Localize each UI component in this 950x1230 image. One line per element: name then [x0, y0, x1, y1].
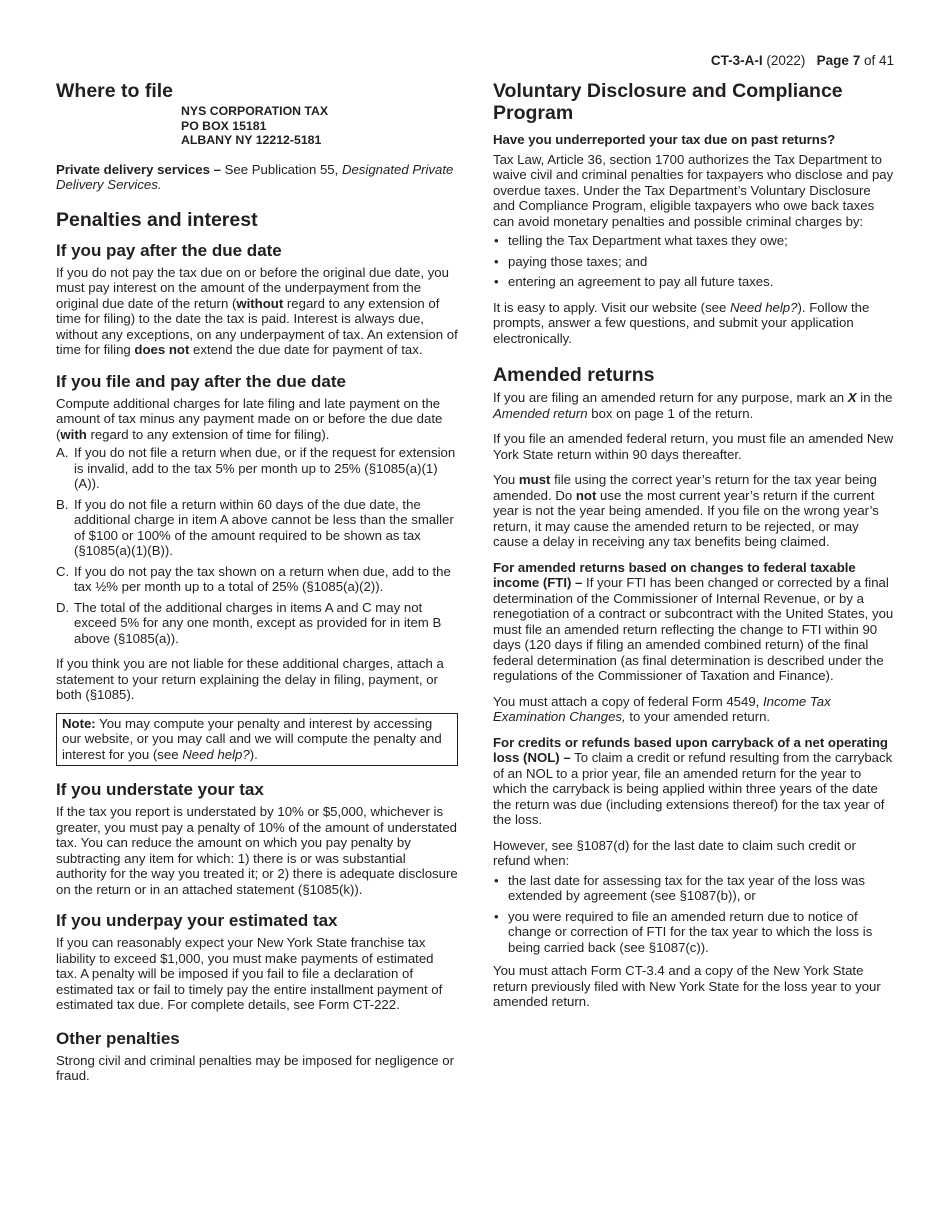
private-delivery-label: Private delivery services –	[56, 161, 221, 177]
text-run: To claim a credit or refund resulting from the carryback of an NOL to a prior year, file an amended return for the year to which the carryback is being applied within three years of the date the return was due (including extensions thereof) for the tax year of the loss.	[493, 750, 893, 827]
list-marker: B.	[56, 496, 69, 512]
list-item	[493, 873, 895, 904]
bullet-icon: •	[494, 872, 499, 888]
text-run: If your FTI has been changed or corrected by a final determination of the Commissioner of Internal Revenue, or by a renegotiation of a contract or subcontract with the United States, you must file an amended return reflecting the change to FTI within 90 days (120 days if filing an amended combined return) of the final federal determination (as final determination is described under the regulations of the Commissioner of Taxation and Finance).	[493, 575, 894, 683]
form-title: Income Tax Examination Changes,	[493, 693, 831, 724]
text-run: to your amended return.	[625, 709, 771, 724]
fti-paragraph	[493, 560, 895, 684]
nol-label: For credits or refunds based upon carryback of a net operating loss (NOL) –	[493, 734, 888, 765]
list-item	[56, 445, 458, 492]
list-item	[493, 909, 895, 956]
other-penalties-paragraph: Strong civil and criminal penalties may be imposed for negligence or fraud.	[56, 1052, 455, 1083]
list-item-text: you were required to file an amended return due to notice of change or correction of FTI for the tax year to which the loss is being carried back (see §1087(c)).	[508, 908, 873, 955]
list-item-text: paying those taxes; and	[508, 253, 648, 269]
private-delivery-paragraph	[56, 162, 458, 193]
amended-paragraph-3	[493, 472, 895, 550]
list-item	[56, 600, 458, 647]
text-run: use the most current year’s return if the current year is not the year being amended. If you file on the wrong year’s return, it may cause the amended return to be rejected, or may cause a delay in receiving any tax benefits being claimed.	[493, 487, 879, 549]
list-item	[493, 233, 895, 249]
left-column	[56, 80, 458, 1084]
penalties-heading: Penalties and interest	[56, 208, 258, 231]
note-text	[62, 716, 452, 763]
refund-conditions-list	[493, 873, 895, 956]
pay-after-heading: If you pay after the due date	[56, 240, 282, 260]
text-run: box on page 1 of the return.	[587, 405, 754, 421]
bullet-icon: •	[494, 253, 499, 269]
fti-label: For amended returns based on changes to federal taxable income (FTI) –	[493, 559, 856, 590]
where-to-file-heading: Where to file	[56, 80, 174, 102]
list-item-text: the last date for assessing tax for the tax year of the loss was extended by agreement (see §1087(b)), or	[508, 872, 865, 903]
text-run: in the	[856, 390, 893, 405]
text-run: If you do not pay the tax due on or before the original due date, you must pay interest on the amount of the underpayment from the original due date of the return (	[56, 264, 449, 311]
vdcp-paragraph: Tax Law, Article 36, section 1700 authorizes the Tax Department to waive civil and criminal penalties for taxpayers who disclose and pay overdue taxes. Under the Tax Department’s Voluntary Disclosure and Compliance Program, eligible taxpayers who owe back taxes can avoid monetary penalties and possible criminal charges by:	[493, 151, 894, 229]
text-run: See Publication 55,	[220, 161, 342, 177]
form-id: CT-3-A-I	[710, 53, 763, 68]
underpay-heading: If you underpay your estimated tax	[56, 911, 338, 930]
text-run: It is easy to apply. Visit our website (see	[493, 299, 730, 315]
need-help-reference: Need help?	[182, 746, 250, 762]
other-penalties-heading: Other penalties	[56, 1028, 180, 1048]
text-run: Compute additional charges for late filing and late payment on the amount of tax minus any payment made on or before the due date (	[56, 395, 443, 442]
amended-returns-heading: Amended returns	[493, 364, 655, 386]
form-year: (2022)	[766, 53, 806, 68]
attach-ct34-paragraph: You must attach Form CT-3.4 and a copy of the New York State return previously filed with New York State for the loss year to your amended return.	[493, 963, 881, 1009]
text-run: file using the correct year’s return for the tax year being amended. Do	[493, 472, 877, 503]
emphasis: does not	[134, 342, 190, 357]
understate-heading: If you understate your tax	[56, 780, 264, 799]
text-run: You must attach a copy of federal Form 4549,	[493, 693, 764, 709]
text-run: You	[493, 472, 519, 487]
text-run: regard to any extension of time for filing).	[86, 426, 330, 442]
vdcp-heading: Voluntary Disclosure and Compliance Program	[493, 80, 843, 124]
pay-after-paragraph	[56, 265, 458, 358]
emphasis: not	[575, 487, 597, 503]
need-help-reference: Need help?	[730, 299, 798, 315]
page-total: of 41	[863, 53, 894, 68]
vdcp-question	[493, 132, 895, 148]
text-run: If you are filing an amended return for any purpose, mark an	[493, 390, 848, 405]
text-run: regard to any extension of time for filing) to the date the tax is paid. Interest is always due, without any exceptions, on any underpayment of tax. An extension of time for filing	[56, 295, 458, 357]
mailing-address	[181, 104, 458, 148]
nol-paragraph	[493, 735, 895, 828]
x-mark: X	[847, 390, 857, 405]
list-item	[56, 497, 458, 559]
list-item-text: telling the Tax Department what taxes they owe;	[508, 233, 788, 248]
not-liable-paragraph: If you think you are not liable for these additional charges, attach a statement to your return explaining the delay in filing, payment, or both (§1085).	[56, 656, 444, 702]
question-text: Have you underreported your tax due on past returns?	[493, 132, 836, 147]
attach-4549-paragraph	[493, 694, 895, 725]
right-column	[493, 80, 895, 1010]
list-marker: C.	[56, 563, 70, 579]
publication-title: Designated Private Delivery Services.	[56, 161, 454, 192]
note-box	[56, 713, 458, 767]
bullet-icon: •	[494, 908, 499, 924]
text-run: ). Follow the prompts, answer a few questions, and submit your application electronically.	[493, 299, 870, 346]
list-item	[493, 274, 895, 290]
list-item-text: The total of the additional charges in items A and C may not exceed 5% for any one month, except as provided for in item B above (§1085(a)).	[74, 599, 442, 646]
list-marker: D.	[56, 599, 70, 615]
address-line: ALBANY NY 12212-5181	[181, 133, 322, 147]
however-paragraph: However, see §1087(d) for the last date to claim such credit or refund when:	[493, 837, 856, 868]
text-run: ).	[249, 746, 258, 762]
list-item	[493, 254, 895, 270]
file-and-pay-paragraph	[56, 396, 458, 443]
emphasis: with	[60, 426, 87, 442]
list-item-text: If you do not pay the tax shown on a return when due, add to the tax ½% per month up to a total of 25% (§1085(a)(2)).	[74, 563, 451, 594]
apply-paragraph	[493, 300, 895, 347]
list-item-text: entering an agreement to pay all future taxes.	[508, 274, 774, 289]
page-header	[711, 53, 894, 68]
bullet-icon: •	[494, 274, 499, 289]
list-marker: A.	[56, 445, 69, 460]
emphasis: must	[518, 472, 551, 487]
text-run: extend the due date for payment of tax.	[189, 342, 423, 357]
vdcp-bullet-list	[493, 233, 895, 290]
box-name: Amended return	[493, 405, 588, 421]
address-line: PO BOX 15181	[181, 118, 267, 133]
amended-paragraph-2: If you file an amended federal return, you must file an amended New York State return within 90 days thereafter.	[493, 431, 894, 462]
list-item	[56, 564, 458, 595]
list-item-text: If you do not file a return when due, or if the request for extension is invalid, add to the tax 5% per month up to 25% (§1085(a)(1)(A)).	[74, 445, 456, 491]
underpay-paragraph: If you can reasonably expect your New York State franchise tax liability to exceed $1,000, you must make payments of estimated tax. A penalty will be imposed if you fail to file a declaration of estimated tax or fail to timely pay the entire installment payment of estimated tax due. For complete details, see Form CT-222.	[56, 935, 443, 1012]
bullet-icon: •	[494, 233, 499, 248]
file-and-pay-heading: If you file and pay after the due date	[56, 371, 346, 391]
text-run: You may compute your penalty and interest by accessing our website, or you may call and we will compute the penalty and interest for you (see	[62, 715, 442, 762]
address-line: NYS CORPORATION TAX	[181, 104, 329, 118]
amended-paragraph-1	[493, 390, 895, 421]
emphasis: without	[236, 295, 284, 311]
note-label: Note:	[62, 715, 96, 731]
list-item-text: If you do not file a return within 60 days of the due date, the additional charge in item A above cannot be less than the smaller of $100 or 100% of the amount required to be shown as tax (§1085(a)(1)(B)).	[74, 496, 454, 558]
understate-paragraph: If the tax you report is understated by 10% or $5,000, whichever is greater, you must pay a penalty of 10% of the amount of understated tax. You can reduce the amount on which you pay penalty by subtracting any item for which: 1) there is or was substantial authority for the way you treated it; or 2) there is adequate disclosure on the return or in an attached statement (§1085(k)).	[56, 804, 458, 897]
page-number: Page 7	[816, 53, 861, 68]
additional-charges-list	[56, 445, 458, 646]
